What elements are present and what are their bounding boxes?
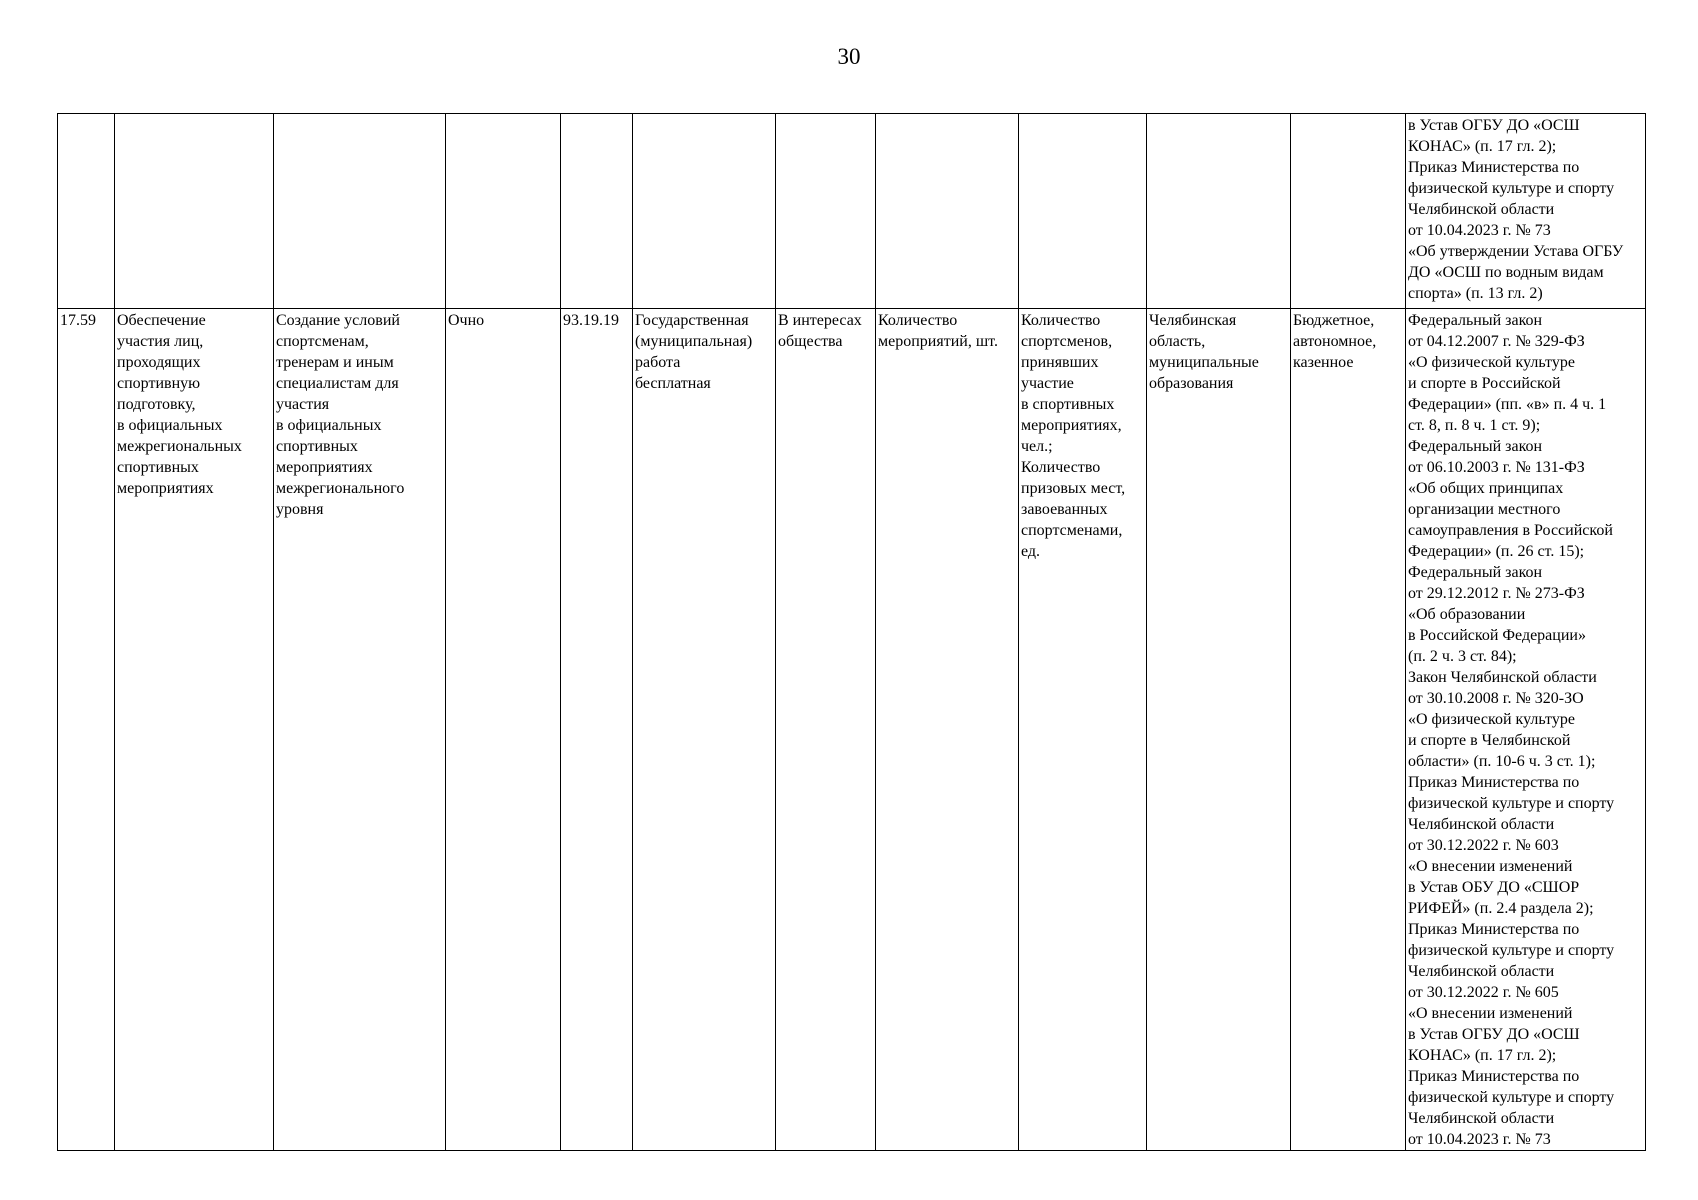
cell-quality-indicator	[1019, 114, 1147, 309]
cell-content	[274, 114, 446, 309]
cell-work-type	[633, 114, 776, 309]
cell-service-name: Обеспечение участия лиц, проходящих спортивную подготовку, в официальных межрегиональных спортивных мероприятиях	[115, 309, 274, 1151]
cell-authority	[1147, 114, 1291, 309]
cell-institution-type: Бюджетное, автономное, казенное	[1291, 309, 1406, 1151]
cell-consumers: В интересах общества	[776, 309, 876, 1151]
cell-okved-code: 93.19.19	[561, 309, 633, 1151]
services-registry-table	[57, 113, 1646, 1151]
page-number: 30	[837, 44, 861, 69]
cell-number: 17.59	[58, 309, 115, 1151]
cell-content: Создание условий спортсменам, тренерам и иным специалистам для участия в официальных спортивных мероприятиях межрегионального уровня	[274, 309, 446, 1151]
table-row-continuation	[58, 114, 1646, 309]
cell-form: Очно	[446, 309, 561, 1151]
cell-work-type: Государственная (муниципальная) работа бесплатная	[633, 309, 776, 1151]
cell-volume-indicator	[876, 114, 1019, 309]
cell-okved-code	[561, 114, 633, 309]
cell-form	[446, 114, 561, 309]
cell-service-name	[115, 114, 274, 309]
cell-number	[58, 114, 115, 309]
cell-authority: Челябинская область, муниципальные образования	[1147, 309, 1291, 1151]
cell-volume-indicator: Количество мероприятий, шт.	[876, 309, 1019, 1151]
cell-institution-type	[1291, 114, 1406, 309]
cell-legal-basis: Федеральный закон от 04.12.2007 г. № 329-ФЗ «О физической культуре и спорте в Российской Федерации» (пп. «в» п. 4 ч. 1 ст. 8, п. 8 ч. 1 ст. 9); Федеральный закон от 06.10.2003 г. № 131-ФЗ «Об общих принципах организации местного самоуправления в Российской Федерации» (п. 26 ст. 15); Федеральный закон от 29.12.2012 г. № 273-ФЗ «Об образовании в Российской Федерации» (п. 2 ч. 3 ст. 84); Закон Челябинской области от 30.10.2008 г. № 320-ЗО «О физической культуре и спорте в Челябинской области» (п. 10-6 ч. 3 ст. 1); Приказ Министерства по физической культуре и спорту Челябинской области от 30.12.2022 г. № 603 «О внесении изменений в Устав ОБУ ДО «СШОР РИФЕЙ» (п. 2.4 раздела 2); Приказ Министерства по физической культуре и спорту Челябинской области от 30.12.2022 г. № 605 «О внесении изменений в Устав ОГБУ ДО «ОСШ КОНАС» (п. 17 гл. 2); Приказ Министерства по физической культуре и спорту Челябинской области от 10.04.2023 г. № 73	[1406, 309, 1646, 1151]
cell-quality-indicator: Количество спортсменов, принявших участие в спортивных мероприятиях, чел.; Количество призовых мест, завоеванных спортсменами, ед.	[1019, 309, 1147, 1151]
cell-consumers	[776, 114, 876, 309]
table-row-17-59	[58, 309, 1646, 1151]
cell-legal-basis: в Устав ОГБУ ДО «ОСШ КОНАС» (п. 17 гл. 2); Приказ Министерства по физической культуре и спорту Челябинской области от 10.04.2023 г. № 73 «Об утверждении Устава ОГБУ ДО «ОСШ по водным видам спорта» (п. 13 гл. 2)	[1406, 114, 1646, 309]
